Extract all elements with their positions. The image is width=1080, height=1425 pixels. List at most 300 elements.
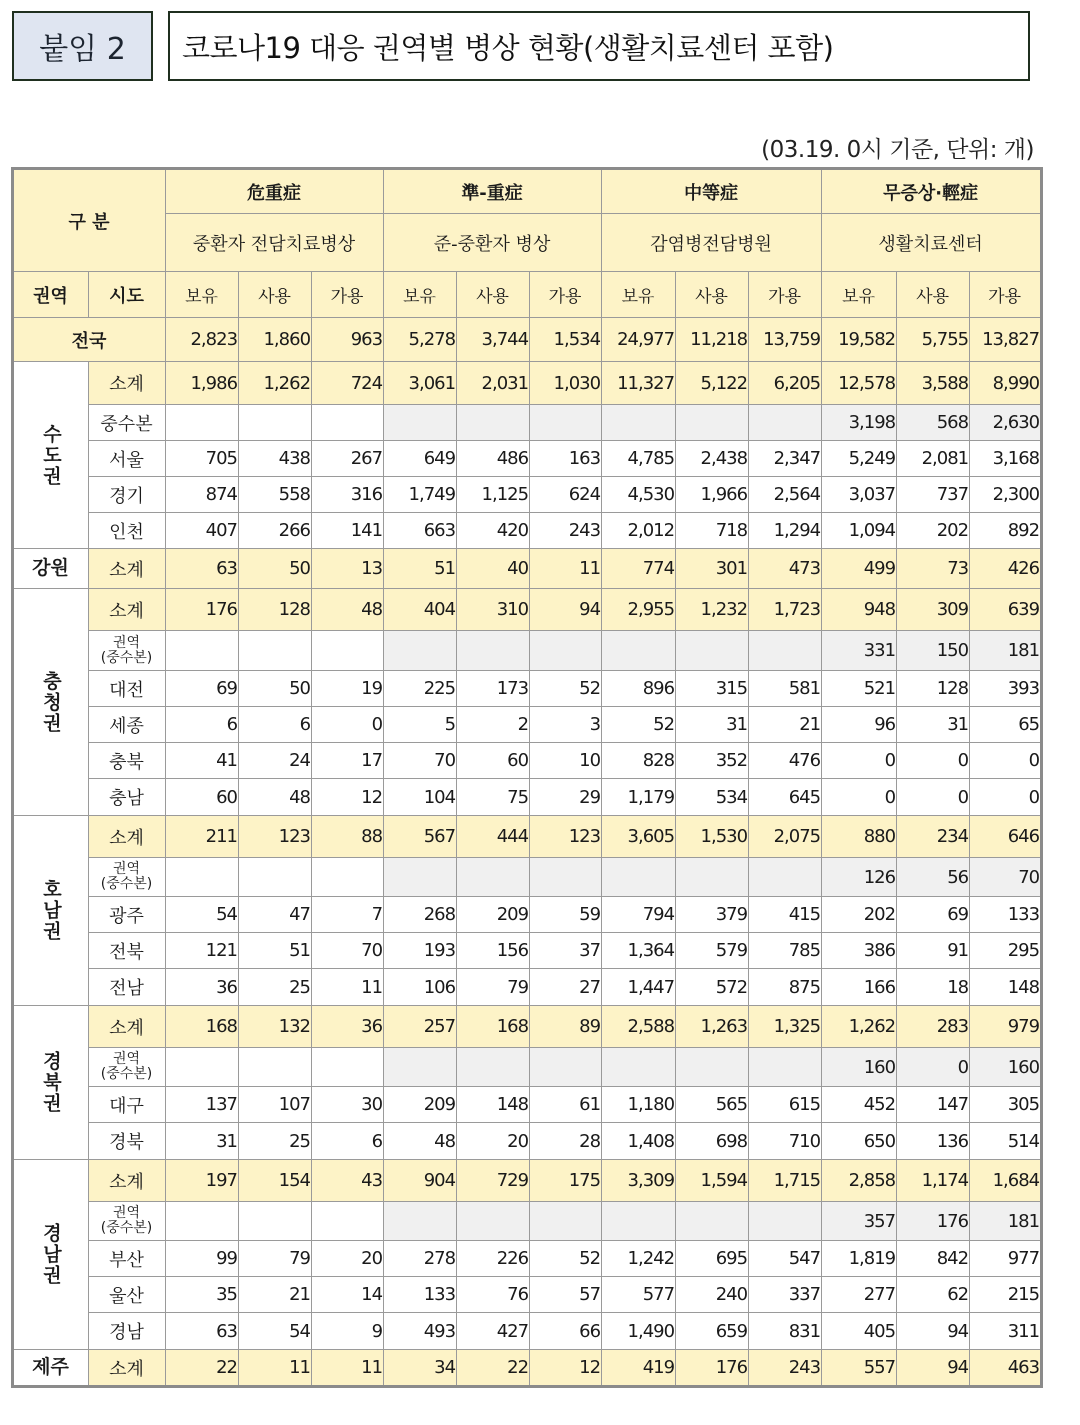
national-value: 963 — [312, 318, 384, 362]
region-column-header: 권역 — [13, 272, 89, 318]
value-cell: 75 — [457, 779, 530, 816]
value-cell: 137 — [166, 1087, 239, 1123]
column-header-3: 보유 — [384, 272, 457, 318]
value-cell — [602, 858, 676, 897]
value-cell: 12,578 — [822, 362, 897, 405]
value-cell: 521 — [822, 671, 897, 707]
value-cell: 874 — [166, 477, 239, 513]
value-cell: 1,094 — [822, 513, 897, 549]
value-cell: 1,723 — [749, 589, 822, 631]
value-cell: 96 — [822, 707, 897, 743]
sido-label: 충북 — [89, 743, 166, 779]
table-row — [13, 1160, 1042, 1202]
value-cell: 267 — [312, 441, 384, 477]
value-cell: 1,966 — [676, 477, 749, 513]
value-cell: 499 — [822, 549, 897, 589]
value-cell: 1,819 — [822, 1241, 897, 1277]
value-cell: 63 — [166, 1313, 239, 1350]
value-cell: 892 — [970, 513, 1042, 549]
table-row — [13, 858, 1042, 897]
value-cell: 31 — [676, 707, 749, 743]
value-cell: 148 — [457, 1087, 530, 1123]
value-cell: 1,294 — [749, 513, 822, 549]
value-cell: 875 — [749, 969, 822, 1006]
value-cell: 35 — [166, 1277, 239, 1313]
value-cell: 20 — [312, 1241, 384, 1277]
table-row — [13, 1202, 1042, 1241]
value-cell: 729 — [457, 1160, 530, 1202]
reference-note: (03.19. 0시 기준, 단위: 개) — [761, 137, 1034, 163]
value-cell: 0 — [970, 779, 1042, 816]
value-cell: 106 — [384, 969, 457, 1006]
region-name: 제주 — [13, 1350, 89, 1387]
national-value: 11,218 — [676, 318, 749, 362]
value-cell: 22 — [166, 1350, 239, 1387]
column-header-5: 가용 — [530, 272, 602, 318]
value-cell — [312, 1202, 384, 1241]
value-cell: 3,309 — [602, 1160, 676, 1202]
value-cell: 639 — [970, 589, 1042, 631]
value-cell: 1,749 — [384, 477, 457, 513]
value-cell: 568 — [897, 405, 970, 441]
value-cell: 420 — [457, 513, 530, 549]
value-cell: 31 — [897, 707, 970, 743]
value-cell: 357 — [822, 1202, 897, 1241]
value-cell: 649 — [384, 441, 457, 477]
value-cell: 1,490 — [602, 1313, 676, 1350]
value-cell: 473 — [749, 549, 822, 589]
value-cell: 311 — [970, 1313, 1042, 1350]
sido-label: 인천 — [89, 513, 166, 549]
value-cell: 534 — [676, 779, 749, 816]
value-cell: 70 — [312, 933, 384, 969]
table-row — [13, 1350, 1042, 1387]
value-cell: 1,262 — [239, 362, 312, 405]
value-cell: 43 — [312, 1160, 384, 1202]
value-cell: 463 — [970, 1350, 1042, 1387]
group-header-semi-critical: 準-重症 — [384, 169, 602, 214]
value-cell: 176 — [897, 1202, 970, 1241]
value-cell: 62 — [897, 1277, 970, 1313]
value-cell: 202 — [897, 513, 970, 549]
column-header-10: 사용 — [897, 272, 970, 318]
value-cell — [602, 1202, 676, 1241]
national-value: 1,534 — [530, 318, 602, 362]
table-row — [13, 816, 1042, 858]
value-cell: 52 — [530, 1241, 602, 1277]
value-cell — [749, 405, 822, 441]
value-cell: 831 — [749, 1313, 822, 1350]
table-row — [13, 1277, 1042, 1313]
value-cell: 128 — [897, 671, 970, 707]
value-cell: 331 — [822, 631, 897, 671]
value-cell: 61 — [530, 1087, 602, 1123]
value-cell — [676, 405, 749, 441]
table-row — [13, 589, 1042, 631]
value-cell: 66 — [530, 1313, 602, 1350]
value-cell: 166 — [822, 969, 897, 1006]
value-cell: 337 — [749, 1277, 822, 1313]
value-cell: 21 — [749, 707, 822, 743]
value-cell — [749, 1048, 822, 1087]
value-cell — [530, 1202, 602, 1241]
sido-label-line2: (중수본) — [100, 1066, 153, 1082]
value-cell: 176 — [676, 1350, 749, 1387]
value-cell — [312, 631, 384, 671]
value-cell: 104 — [384, 779, 457, 816]
value-cell — [749, 1202, 822, 1241]
region-name: 경남권 — [13, 1160, 89, 1350]
subgroup-header-semi-critical: 준-중환자 병상 — [384, 214, 602, 272]
value-cell: 69 — [166, 671, 239, 707]
value-cell: 11 — [312, 969, 384, 1006]
value-cell: 663 — [384, 513, 457, 549]
table-row — [13, 779, 1042, 816]
value-cell: 3 — [530, 707, 602, 743]
value-cell: 6 — [312, 1123, 384, 1160]
value-cell: 14 — [312, 1277, 384, 1313]
value-cell: 243 — [530, 513, 602, 549]
value-cell: 724 — [312, 362, 384, 405]
value-cell — [457, 858, 530, 897]
table-row — [13, 362, 1042, 405]
value-cell: 444 — [457, 816, 530, 858]
value-cell: 785 — [749, 933, 822, 969]
sido-label-line2: (중수본) — [100, 876, 153, 892]
value-cell: 123 — [530, 816, 602, 858]
sido-label: 소계 — [89, 362, 166, 405]
value-cell: 493 — [384, 1313, 457, 1350]
value-cell — [239, 858, 312, 897]
value-cell: 51 — [239, 933, 312, 969]
value-cell: 896 — [602, 671, 676, 707]
value-cell: 615 — [749, 1087, 822, 1123]
value-cell — [602, 631, 676, 671]
value-cell: 379 — [676, 897, 749, 933]
sido-label-line1: 권역 — [112, 634, 141, 651]
region-name: 강원 — [13, 549, 89, 589]
table-row — [13, 707, 1042, 743]
value-cell: 1,263 — [676, 1006, 749, 1048]
sido-label: 소계 — [89, 816, 166, 858]
value-cell: 126 — [822, 858, 897, 897]
national-value: 3,744 — [457, 318, 530, 362]
value-cell: 37 — [530, 933, 602, 969]
value-cell — [530, 1048, 602, 1087]
value-cell: 577 — [602, 1277, 676, 1313]
value-cell: 486 — [457, 441, 530, 477]
sido-label: 소계 — [89, 549, 166, 589]
value-cell: 50 — [239, 671, 312, 707]
group-header-mild: 무증상·輕症 — [822, 169, 1042, 214]
national-value: 2,823 — [166, 318, 239, 362]
column-header-8: 가용 — [749, 272, 822, 318]
value-cell: 147 — [897, 1087, 970, 1123]
table-row — [13, 549, 1042, 589]
value-cell: 2,300 — [970, 477, 1042, 513]
value-cell: 7 — [312, 897, 384, 933]
column-header-4: 사용 — [457, 272, 530, 318]
value-cell: 2 — [457, 707, 530, 743]
table-body — [13, 169, 1042, 1387]
value-cell: 710 — [749, 1123, 822, 1160]
value-cell: 60 — [166, 779, 239, 816]
national-value: 5,278 — [384, 318, 457, 362]
value-cell: 0 — [822, 743, 897, 779]
sido-label — [89, 631, 166, 671]
value-cell: 266 — [239, 513, 312, 549]
value-cell — [384, 1202, 457, 1241]
national-row — [13, 318, 1042, 362]
value-cell: 132 — [239, 1006, 312, 1048]
value-cell — [312, 1048, 384, 1087]
attachment-label: 붙임 2 — [12, 11, 153, 81]
value-cell: 69 — [897, 897, 970, 933]
value-cell: 2,955 — [602, 589, 676, 631]
value-cell: 79 — [239, 1241, 312, 1277]
sido-label: 소계 — [89, 1160, 166, 1202]
value-cell: 133 — [970, 897, 1042, 933]
value-cell: 1,684 — [970, 1160, 1042, 1202]
value-cell: 3,061 — [384, 362, 457, 405]
value-cell: 243 — [749, 1350, 822, 1387]
value-cell: 57 — [530, 1277, 602, 1313]
value-cell — [166, 405, 239, 441]
value-cell — [166, 1048, 239, 1087]
value-cell: 148 — [970, 969, 1042, 1006]
value-cell: 47 — [239, 897, 312, 933]
value-cell: 698 — [676, 1123, 749, 1160]
value-cell: 2,564 — [749, 477, 822, 513]
table-row — [13, 513, 1042, 549]
value-cell: 2,588 — [602, 1006, 676, 1048]
national-label: 전국 — [13, 318, 166, 362]
value-cell: 977 — [970, 1241, 1042, 1277]
sido-label: 광주 — [89, 897, 166, 933]
column-header-11: 가용 — [970, 272, 1042, 318]
value-cell: 316 — [312, 477, 384, 513]
sido-label-line2: (중수본) — [100, 649, 153, 666]
header-row-subgroups — [13, 214, 1042, 272]
value-cell: 3,198 — [822, 405, 897, 441]
table-row — [13, 1313, 1042, 1350]
value-cell: 209 — [457, 897, 530, 933]
value-cell: 1,174 — [897, 1160, 970, 1202]
value-cell: 17 — [312, 743, 384, 779]
value-cell: 0 — [312, 707, 384, 743]
value-cell: 705 — [166, 441, 239, 477]
value-cell — [457, 1202, 530, 1241]
sido-label-line1: 권역 — [112, 1205, 141, 1222]
value-cell: 12 — [530, 1350, 602, 1387]
value-cell: 2,075 — [749, 816, 822, 858]
value-cell: 1,125 — [457, 477, 530, 513]
value-cell: 65 — [970, 707, 1042, 743]
value-cell: 904 — [384, 1160, 457, 1202]
value-cell: 2,438 — [676, 441, 749, 477]
national-value: 5,755 — [897, 318, 970, 362]
value-cell: 56 — [897, 858, 970, 897]
value-cell — [602, 1048, 676, 1087]
value-cell: 36 — [312, 1006, 384, 1048]
sido-label: 경기 — [89, 477, 166, 513]
value-cell: 211 — [166, 816, 239, 858]
table-row — [13, 441, 1042, 477]
sido-label-line2: (중수본) — [100, 1220, 153, 1236]
group-header-moderate: 中等症 — [602, 169, 822, 214]
value-cell: 40 — [457, 549, 530, 589]
value-cell: 6 — [166, 707, 239, 743]
value-cell: 181 — [970, 631, 1042, 671]
value-cell: 60 — [457, 743, 530, 779]
value-cell: 547 — [749, 1241, 822, 1277]
value-cell: 197 — [166, 1160, 239, 1202]
value-cell: 31 — [166, 1123, 239, 1160]
value-cell: 5 — [384, 707, 457, 743]
value-cell — [676, 1202, 749, 1241]
value-cell: 3,605 — [602, 816, 676, 858]
value-cell: 11 — [530, 549, 602, 589]
value-cell: 168 — [457, 1006, 530, 1048]
sido-label: 울산 — [89, 1277, 166, 1313]
value-cell: 386 — [822, 933, 897, 969]
table-row — [13, 1087, 1042, 1123]
value-cell: 1,408 — [602, 1123, 676, 1160]
value-cell: 121 — [166, 933, 239, 969]
sido-label: 소계 — [89, 1006, 166, 1048]
value-cell: 136 — [897, 1123, 970, 1160]
value-cell: 29 — [530, 779, 602, 816]
value-cell: 21 — [239, 1277, 312, 1313]
value-cell: 175 — [530, 1160, 602, 1202]
value-cell: 581 — [749, 671, 822, 707]
sido-label: 전북 — [89, 933, 166, 969]
value-cell: 0 — [970, 743, 1042, 779]
value-cell: 160 — [822, 1048, 897, 1087]
value-cell: 558 — [239, 477, 312, 513]
value-cell: 295 — [970, 933, 1042, 969]
value-cell: 6 — [239, 707, 312, 743]
value-cell: 48 — [239, 779, 312, 816]
value-cell: 63 — [166, 549, 239, 589]
value-cell: 278 — [384, 1241, 457, 1277]
value-cell: 70 — [970, 858, 1042, 897]
value-cell — [530, 858, 602, 897]
value-cell: 277 — [822, 1277, 897, 1313]
value-cell: 514 — [970, 1123, 1042, 1160]
value-cell: 25 — [239, 1123, 312, 1160]
value-cell: 48 — [384, 1123, 457, 1160]
value-cell: 22 — [457, 1350, 530, 1387]
value-cell: 452 — [822, 1087, 897, 1123]
value-cell: 268 — [384, 897, 457, 933]
value-cell: 91 — [897, 933, 970, 969]
value-cell: 579 — [676, 933, 749, 969]
value-cell: 133 — [384, 1277, 457, 1313]
value-cell — [749, 631, 822, 671]
value-cell: 1,594 — [676, 1160, 749, 1202]
value-cell: 8,990 — [970, 362, 1042, 405]
value-cell: 1,030 — [530, 362, 602, 405]
value-cell: 842 — [897, 1241, 970, 1277]
value-cell: 94 — [897, 1313, 970, 1350]
value-cell: 202 — [822, 897, 897, 933]
value-cell: 718 — [676, 513, 749, 549]
value-cell: 2,012 — [602, 513, 676, 549]
column-header-7: 사용 — [676, 272, 749, 318]
value-cell — [239, 1048, 312, 1087]
value-cell: 476 — [749, 743, 822, 779]
value-cell — [239, 1202, 312, 1241]
value-cell: 27 — [530, 969, 602, 1006]
value-cell — [749, 858, 822, 897]
value-cell: 70 — [384, 743, 457, 779]
column-header-9: 보유 — [822, 272, 897, 318]
value-cell: 51 — [384, 549, 457, 589]
region-name: 수도권 — [13, 362, 89, 549]
sido-label: 중수본 — [89, 405, 166, 441]
sido-label: 소계 — [89, 1350, 166, 1387]
value-cell: 36 — [166, 969, 239, 1006]
value-cell: 572 — [676, 969, 749, 1006]
region-name: 호남권 — [13, 816, 89, 1006]
value-cell: 659 — [676, 1313, 749, 1350]
value-cell — [384, 631, 457, 671]
value-cell: 5,249 — [822, 441, 897, 477]
table-row — [13, 1123, 1042, 1160]
value-cell — [457, 631, 530, 671]
value-cell: 315 — [676, 671, 749, 707]
value-cell: 828 — [602, 743, 676, 779]
value-cell: 11 — [239, 1350, 312, 1387]
value-cell: 25 — [239, 969, 312, 1006]
group-header-critical: 危重症 — [166, 169, 384, 214]
value-cell: 19 — [312, 671, 384, 707]
value-cell: 352 — [676, 743, 749, 779]
value-cell: 3,588 — [897, 362, 970, 405]
value-cell: 73 — [897, 549, 970, 589]
value-cell: 154 — [239, 1160, 312, 1202]
value-cell: 173 — [457, 671, 530, 707]
value-cell: 4,530 — [602, 477, 676, 513]
value-cell: 1,715 — [749, 1160, 822, 1202]
value-cell: 695 — [676, 1241, 749, 1277]
value-cell: 168 — [166, 1006, 239, 1048]
sido-label: 대전 — [89, 671, 166, 707]
value-cell — [602, 405, 676, 441]
table-row — [13, 671, 1042, 707]
value-cell: 407 — [166, 513, 239, 549]
gubun-header: 구 분 — [13, 169, 166, 272]
table-row — [13, 1006, 1042, 1048]
value-cell — [384, 405, 457, 441]
table-row — [13, 743, 1042, 779]
value-cell: 0 — [897, 743, 970, 779]
value-cell: 89 — [530, 1006, 602, 1048]
value-cell: 59 — [530, 897, 602, 933]
value-cell — [166, 1202, 239, 1241]
column-header-0: 보유 — [166, 272, 239, 318]
value-cell: 257 — [384, 1006, 457, 1048]
subgroup-header-moderate: 감염병전담병원 — [602, 214, 822, 272]
value-cell: 34 — [384, 1350, 457, 1387]
value-cell: 2,031 — [457, 362, 530, 405]
table-row — [13, 933, 1042, 969]
value-cell: 880 — [822, 816, 897, 858]
value-cell: 305 — [970, 1087, 1042, 1123]
value-cell: 794 — [602, 897, 676, 933]
column-header-1: 사용 — [239, 272, 312, 318]
